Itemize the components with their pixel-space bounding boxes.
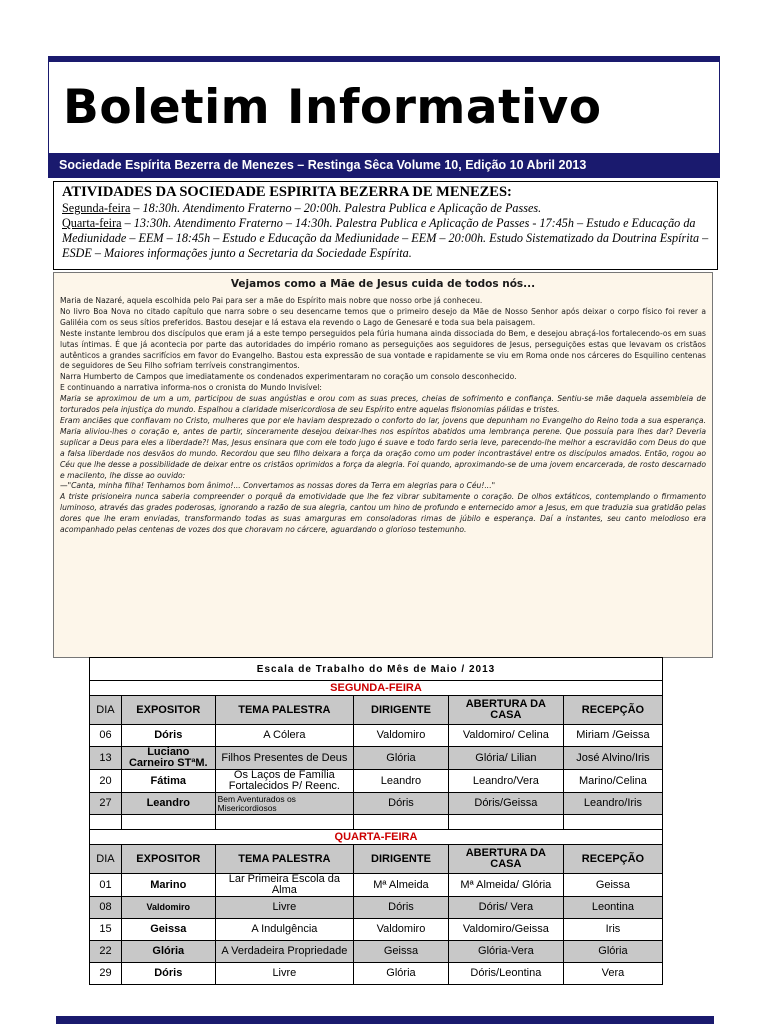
cell-tema: A Verdadeira Propriedade (215, 941, 353, 963)
article-paragraph: E continuando a narrativa informa-nos o cronista do Mundo Invisível: (60, 383, 322, 393)
table-row (90, 770, 663, 793)
article-paragraph: No livro Boa Nova no citado capítulo que narra sobre o seu desencarne temos que o primeiro desejo da Mãe de Nosso Senhor após deixar o corpo físico foi rever a Galiléia com os seus sítios preferidos. Bastou desejar e lá estava ela revendo o Lago de Genesaré e toda sua bela paisagem. (60, 306, 706, 327)
cell-abertura: Mª Almeida/ Glória (448, 874, 563, 897)
cell-dirigente: Dóris (354, 897, 449, 919)
cell-tema: Os Laços de Família Fortalecidos P/ Reenc. (215, 770, 353, 793)
article-title: Vejamos como a Mãe de Jesus cuida de todos nós... (230, 278, 536, 290)
cell-expositor: Dóris (121, 963, 215, 985)
cell-tema: A Cólera (215, 725, 353, 747)
cell-dirigente: Geissa (354, 941, 449, 963)
cell-recepcao: Leandro/Iris (563, 793, 662, 815)
cell-dirigente: Mª Almeida (354, 874, 449, 897)
cell-recepcao: Miriam /Geissa (563, 725, 662, 747)
col-dia: DIA (90, 696, 122, 725)
masthead (48, 56, 720, 178)
article-paragraph: Maria de Nazaré, aquela escolhida pelo Pai para ser a mãe do Espírito mais nobre que nosso orbe já conheceu. (60, 296, 483, 305)
cell-recepcao: José Alvino/Iris (563, 747, 662, 770)
activities-title: ATIVIDADES DA SOCIEDADE ESPIRITA BEZERRA DE MENEZES: (62, 184, 512, 200)
col-tema: TEMA PALESTRA (215, 845, 353, 874)
schedule-table (89, 657, 663, 985)
cell-tema: Lar Primeira Escola da Alma (215, 874, 353, 897)
cell-dia: 13 (90, 747, 122, 770)
bulletin-subtitle-bar: Sociedade Espírita Bezerra de Menezes – Restinga Sêca Volume 10, Edição 10 Abril 2013 (49, 153, 719, 177)
cell-abertura: Dóris/Leontina (448, 963, 563, 985)
cell-dia: 01 (90, 874, 122, 897)
bulletin-title: Boletim Informativo (63, 80, 602, 135)
cell-expositor: Geissa (121, 919, 215, 941)
table-row (90, 793, 663, 815)
cell-tema: Bem Aventurados os Misericordiosos (215, 793, 353, 815)
schedule-caption: Escala de Trabalho do Mês de Maio / 2013 (90, 658, 663, 681)
table-row-empty (90, 815, 663, 830)
cell-recepcao: Leontina (563, 897, 662, 919)
cell-recepcao: Geissa (563, 874, 662, 897)
cell-dia: 27 (90, 793, 122, 815)
monday-label: Segunda-feira (62, 201, 131, 215)
cell-recepcao: Glória (563, 941, 662, 963)
cell-dirigente: Valdomiro (354, 919, 449, 941)
cell-dia: 06 (90, 725, 122, 747)
cell-dia: 29 (90, 963, 122, 985)
col-tema: TEMA PALESTRA (215, 696, 353, 725)
cell-expositor: Marino (121, 874, 215, 897)
col-expositor: EXPOSITOR (121, 845, 215, 874)
cell-abertura: Glória/ Lilian (448, 747, 563, 770)
cell-abertura: Dóris/Geissa (448, 793, 563, 815)
cell-abertura: Valdomiro/Geissa (448, 919, 563, 941)
activities-wednesday (62, 216, 709, 261)
cell-recepcao: Marino/Celina (563, 770, 662, 793)
cell-tema: Livre (215, 963, 353, 985)
cell-dirigente: Glória (354, 747, 449, 770)
monday-schedule: – 18:30h. Atendimento Fraterno – 20:00h. Palestra Publica e Aplicação de Passes. (130, 201, 542, 215)
activities-monday (62, 201, 709, 216)
cell-dia: 20 (90, 770, 122, 793)
article-quote: —"Canta, minha filha! Tenhamos bom ânimo!... Convertamos as nossas dores da Terra em alegrias para o Céu!..." (60, 481, 496, 491)
cell-dia: 08 (90, 897, 122, 919)
bottom-rule (56, 1016, 714, 1024)
cell-dirigente: Leandro (354, 770, 449, 793)
cell-dirigente: Dóris (354, 793, 449, 815)
monday-section-label: SEGUNDA-FEIRA (90, 681, 663, 696)
cell-dia: 15 (90, 919, 122, 941)
cell-expositor: Luciano Carneiro STªM. (121, 747, 215, 770)
cell-dirigente: Valdomiro (354, 725, 449, 747)
col-abertura: ABERTURA DA CASA (448, 845, 563, 874)
table-header-row (90, 696, 663, 725)
wednesday-label: Quarta-feira (62, 216, 122, 230)
wednesday-schedule: – 13:30h. Atendimento Fraterno – 14:30h. Palestra Publica e Aplicação de Passes - 17:45h – Estudo e Educação da Mediunidade – EEM – 18:45h – Estudo e Educação da Mediunidade – EEM – 20:00h. Estudo Sistematizado da Doutrina Espírita – ESDE – Maiores informações junto a Secretaria da Sociedade Espírita. (62, 216, 709, 260)
cell-tema: Filhos Presentes de Deus (215, 747, 353, 770)
cell-abertura: Glória-Vera (448, 941, 563, 963)
table-row (90, 963, 663, 985)
col-expositor: EXPOSITOR (121, 696, 215, 725)
cell-expositor: Valdomiro (121, 897, 215, 919)
article-box (53, 272, 713, 658)
table-row (90, 941, 663, 963)
cell-abertura: Leandro/Vera (448, 770, 563, 793)
table-row (90, 725, 663, 747)
cell-abertura: Dóris/ Vera (448, 897, 563, 919)
table-row (90, 919, 663, 941)
table-row (90, 747, 663, 770)
cell-expositor: Fátima (121, 770, 215, 793)
col-abertura: ABERTURA DA CASA (448, 696, 563, 725)
activities-box (53, 181, 718, 270)
article-paragraph: Neste instante lembrou dos discípulos que eram já a este tempo perseguidos pela fúria humana ainda dissociada do Bem, e desejou abraçá-los fortalecendo-os em suas lutas íntimas. É que já acontecia por parte das autoridades do império romano as perseguições aos seguidores de Jesus, perseguições estas que levavam os cristãos autênticos a grandes sacrifícios em favor do Evangelho. Bastou esta expressão de sua vontade e rapidamente se viu em Roma onde nos cárceres do Esquilino centenas de seguidores de Seu Filho sofriam terríveis constrangimentos. (60, 328, 706, 371)
cell-recepcao: Iris (563, 919, 662, 941)
cell-expositor: Dóris (121, 725, 215, 747)
col-dia: DIA (90, 845, 122, 874)
cell-tema: A Indulgência (215, 919, 353, 941)
col-dirigente: DIRIGENTE (354, 696, 449, 725)
article-quote: A triste prisioneira nunca saberia compreender o porquê da emotividade que lhe fez vibrar subitamente o coração. De olhos extáticos, contemplando o firmamento luminoso, através das grades poderosas, ignorando a razão de sua alegria, cantou um hino de profundo e enternecido amor a Jesus, em que traduzia sua gratidão pelas dores que lhe eram enviadas, transformando todas as suas amarguras em consoladoras rimas de júbilo e esperança. Daí a instantes, seu canto melodioso era acompanhado pelas centenas de vozes dos que choravam no cárcere, aguardando o glorioso testemunho. (60, 492, 706, 535)
cell-expositor: Leandro (121, 793, 215, 815)
cell-expositor: Glória (121, 941, 215, 963)
cell-dia: 22 (90, 941, 122, 963)
table-row (90, 874, 663, 897)
table-row (90, 897, 663, 919)
cell-dirigente: Glória (354, 963, 449, 985)
col-recepcao: RECEPÇÃO (563, 845, 662, 874)
cell-recepcao: Vera (563, 963, 662, 985)
table-header-row (90, 845, 663, 874)
cell-tema: Livre (215, 897, 353, 919)
cell-abertura: Valdomiro/ Celina (448, 725, 563, 747)
col-dirigente: DIRIGENTE (354, 845, 449, 874)
article-paragraph: Narra Humberto de Campos que imediatamente os condenados experimentaram no coração um consolo desconhecido. (60, 372, 517, 382)
article-quote: Maria se aproximou de um a um, participou de suas angústias e orou com as suas preces, cheias de sofrimento e confiança. Sentiu-se mãe daquela assembleia de torturados pela injustiça do mundo. Espalhou a claridade misericordiosa de seu Espírito entre aquelas fisionomias pálidas e tristes. (60, 394, 706, 415)
col-recepcao: RECEPÇÃO (563, 696, 662, 725)
article-quote: Eram anciães que confiavam no Cristo, mulheres que por ele haviam desprezado o conforto do lar, jovens que depunham no Evangelho do Reino toda a sua esperança. Maria aliviou-lhes o coração e, antes de partir, sinceramente desejou deixar-lhes nos espíritos abatidos uma lembrança perene. Que possuía para lhes dar? Deveria suplicar a Deus para eles a liberdade?! Mas, Jesus ensinara que com ele todo jugo é suave e todo fardo seria leve, parecendo-lhe melhor a escravidão com Deus do que a falsa liberdade nos desvãos do mundo. Recordou que seu filho deixara a força da oração como um poder incontrastável entre os discípulos amados. Então, rogou ao Céu que lhe desse a possibilidade de deixar entre os cristãos oprimidos a força da alegria. Foi quando, aproximando-se de uma jovem encarcerada, de rosto descarnado e macilento, lhe disse ao ouvido: (60, 415, 706, 480)
wednesday-section-label: QUARTA-FEIRA (90, 830, 663, 845)
